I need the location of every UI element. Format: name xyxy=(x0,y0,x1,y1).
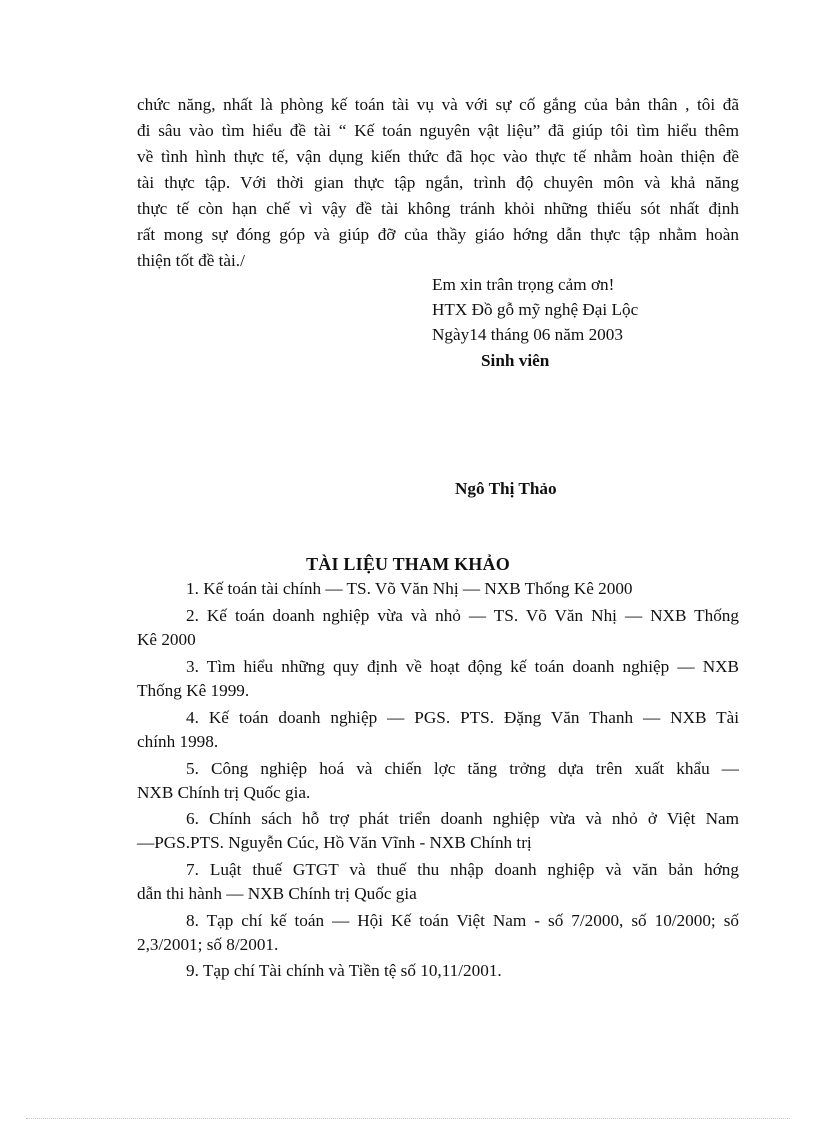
reference-item-7: 7. Luật thuế GTGT và thuế thu nhập doanh nghiệp và văn bản hớng xyxy=(186,860,739,879)
thanks-line: Em xin trân trọng cảm ơn! xyxy=(432,275,615,294)
reference-item-3-cont: Thống Kê 1999. xyxy=(137,681,250,700)
organization-line: HTX Đồ gỗ mỹ nghệ Đại Lộc xyxy=(432,300,639,319)
paragraph-line: thực tế còn hạn chế vì vậy đề tài không tránh khỏi những thiếu sót nhất định xyxy=(137,199,739,218)
paragraph-line: thiện tốt đề tài./ xyxy=(137,251,245,270)
page-bottom-rule xyxy=(26,1118,790,1119)
reference-item-7-cont: dẫn thi hành — NXB Chính trị Quốc gia xyxy=(137,884,417,903)
reference-item-5-cont: NXB Chính trị Quốc gia. xyxy=(137,783,311,802)
reference-item-4: 4. Kế toán doanh nghiệp — PGS. PTS. Đặng Văn Thanh — NXB Tài xyxy=(186,708,739,727)
reference-item-1: 1. Kế toán tài chính — TS. Võ Văn Nhị — NXB Thống Kê 2000 xyxy=(186,579,633,598)
reference-item-3: 3. Tìm hiểu những quy định về hoạt động kế toán doanh nghiệp — NXB xyxy=(186,657,739,676)
student-name: Ngô Thị Thảo xyxy=(455,479,557,498)
reference-item-6-cont: —PGS.PTS. Nguyễn Cúc, Hồ Văn Vĩnh - NXB Chính trị xyxy=(137,833,532,852)
role-label: Sinh viên xyxy=(481,351,550,370)
reference-item-2: 2. Kế toán doanh nghiệp vừa và nhỏ — TS. Võ Văn Nhị — NXB Thống xyxy=(186,606,739,625)
paragraph-line: chức năng, nhất là phòng kế toán tài vụ và với sự cố gắng của bản thân , tôi đã xyxy=(137,95,739,114)
reference-item-2-cont: Kê 2000 xyxy=(137,630,196,649)
references-heading: TÀI LIỆU THAM KHẢO xyxy=(306,554,510,574)
paragraph-line: rất mong sự đóng góp và giúp đỡ của thầy giáo hớng dẫn thực tập nhằm hoàn xyxy=(137,225,739,244)
paragraph-line: đi sâu vào tìm hiểu đề tài “ Kế toán nguyên vật liệu” đã giúp tôi tìm hiểu thêm xyxy=(137,121,739,140)
reference-item-8-cont: 2,3/2001; số 8/2001. xyxy=(137,935,279,954)
reference-item-9: 9. Tạp chí Tài chính và Tiền tệ số 10,11/2001. xyxy=(186,961,502,980)
paragraph-line: tài thực tập. Với thời gian thực tập ngắn, trình độ chuyên môn và khả năng xyxy=(137,173,739,192)
reference-item-5: 5. Công nghiệp hoá và chiến lợc tăng trởng dựa trên xuất khẩu — xyxy=(186,759,739,778)
paragraph-line: về tình hình thực tế, vận dụng kiến thức đã học vào thực tế nhằm hoàn thiện đề xyxy=(137,147,739,166)
reference-item-4-cont: chính 1998. xyxy=(137,732,219,751)
reference-item-6: 6. Chính sách hỗ trợ phát triển doanh nghiệp vừa và nhỏ ở Việt Nam xyxy=(186,809,739,828)
date-line: Ngày14 tháng 06 năm 2003 xyxy=(432,325,623,344)
reference-item-8: 8. Tạp chí kế toán — Hội Kế toán Việt Nam - số 7/2000, số 10/2000; số xyxy=(186,911,739,930)
